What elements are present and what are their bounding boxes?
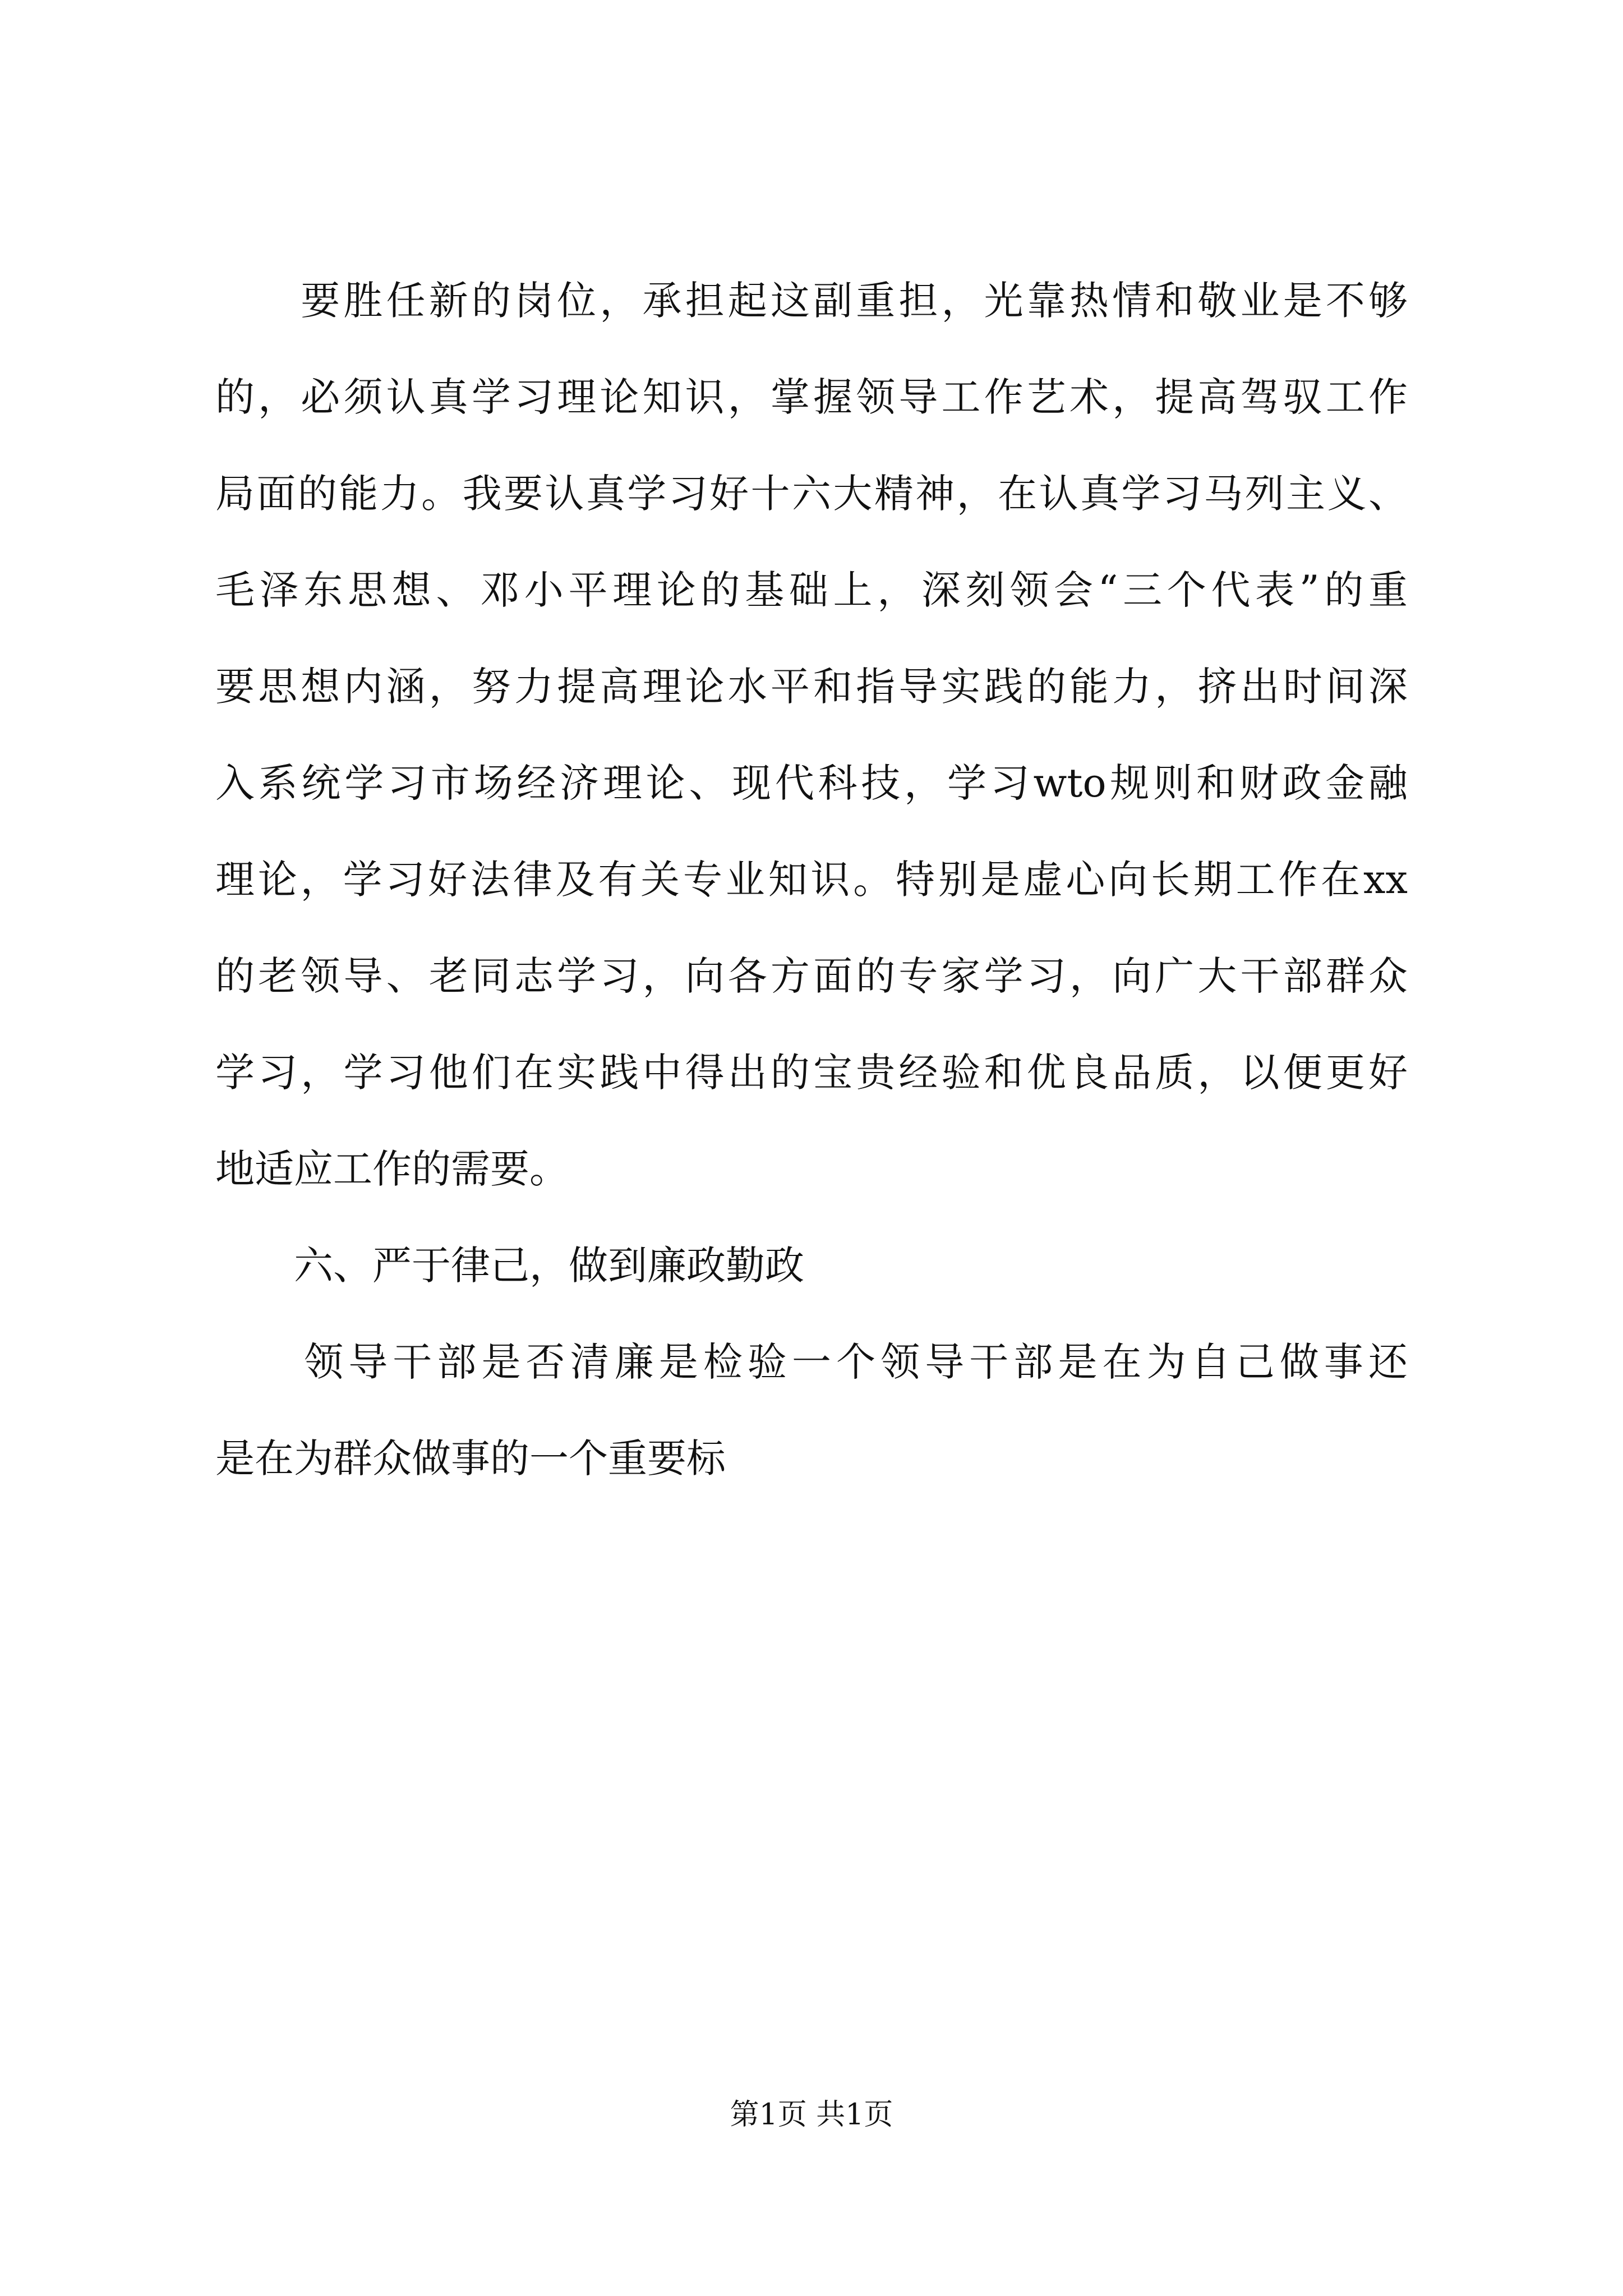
text-line: 地适应工作的需要。 xyxy=(215,1146,569,1192)
text-line: 是在为群众做事的一个重要标 xyxy=(215,1435,726,1481)
text-line: 的，必须认真学习理论知识，掌握领导工作艺术，提高驾驭工作 xyxy=(215,374,1408,420)
text-line: 的老领导、老同志学习，向各方面的专家学习，向广大干部群众 xyxy=(215,953,1408,999)
text-line: 要思想内涵，努力提高理论水平和指导实践的能力，挤出时间深 xyxy=(215,664,1408,710)
text-line: 领导干部是否清廉是检验一个领导干部是在为自己做事还 xyxy=(215,1339,1408,1385)
page-footer: 第1页 共1页 xyxy=(730,2098,893,2132)
text-line: 局面的能力。我要认真学习好十六大精神，在认真学习马列主义、 xyxy=(215,471,1408,517)
text-line: 理论，学习好法律及有关专业知识。特别是虚心向长期工作在xx xyxy=(215,857,1408,903)
document-body xyxy=(215,252,1408,1507)
text-line: 要胜任新的岗位，承担起这副重担，光靠热情和敬业是不够 xyxy=(215,278,1408,324)
text-line: 学习，学习他们在实践中得出的宝贵经验和优良品质，以便更好 xyxy=(215,1050,1408,1096)
section-heading: 六、严于律己，做到廉政勤政 xyxy=(215,1243,804,1289)
text-line: 毛泽东思想、邓小平理论的基础上，深刻领会“三个代表”的重 xyxy=(215,567,1408,613)
text-line: 入系统学习市场经济理论、现代科技，学习wto规则和财政金融 xyxy=(215,760,1408,806)
